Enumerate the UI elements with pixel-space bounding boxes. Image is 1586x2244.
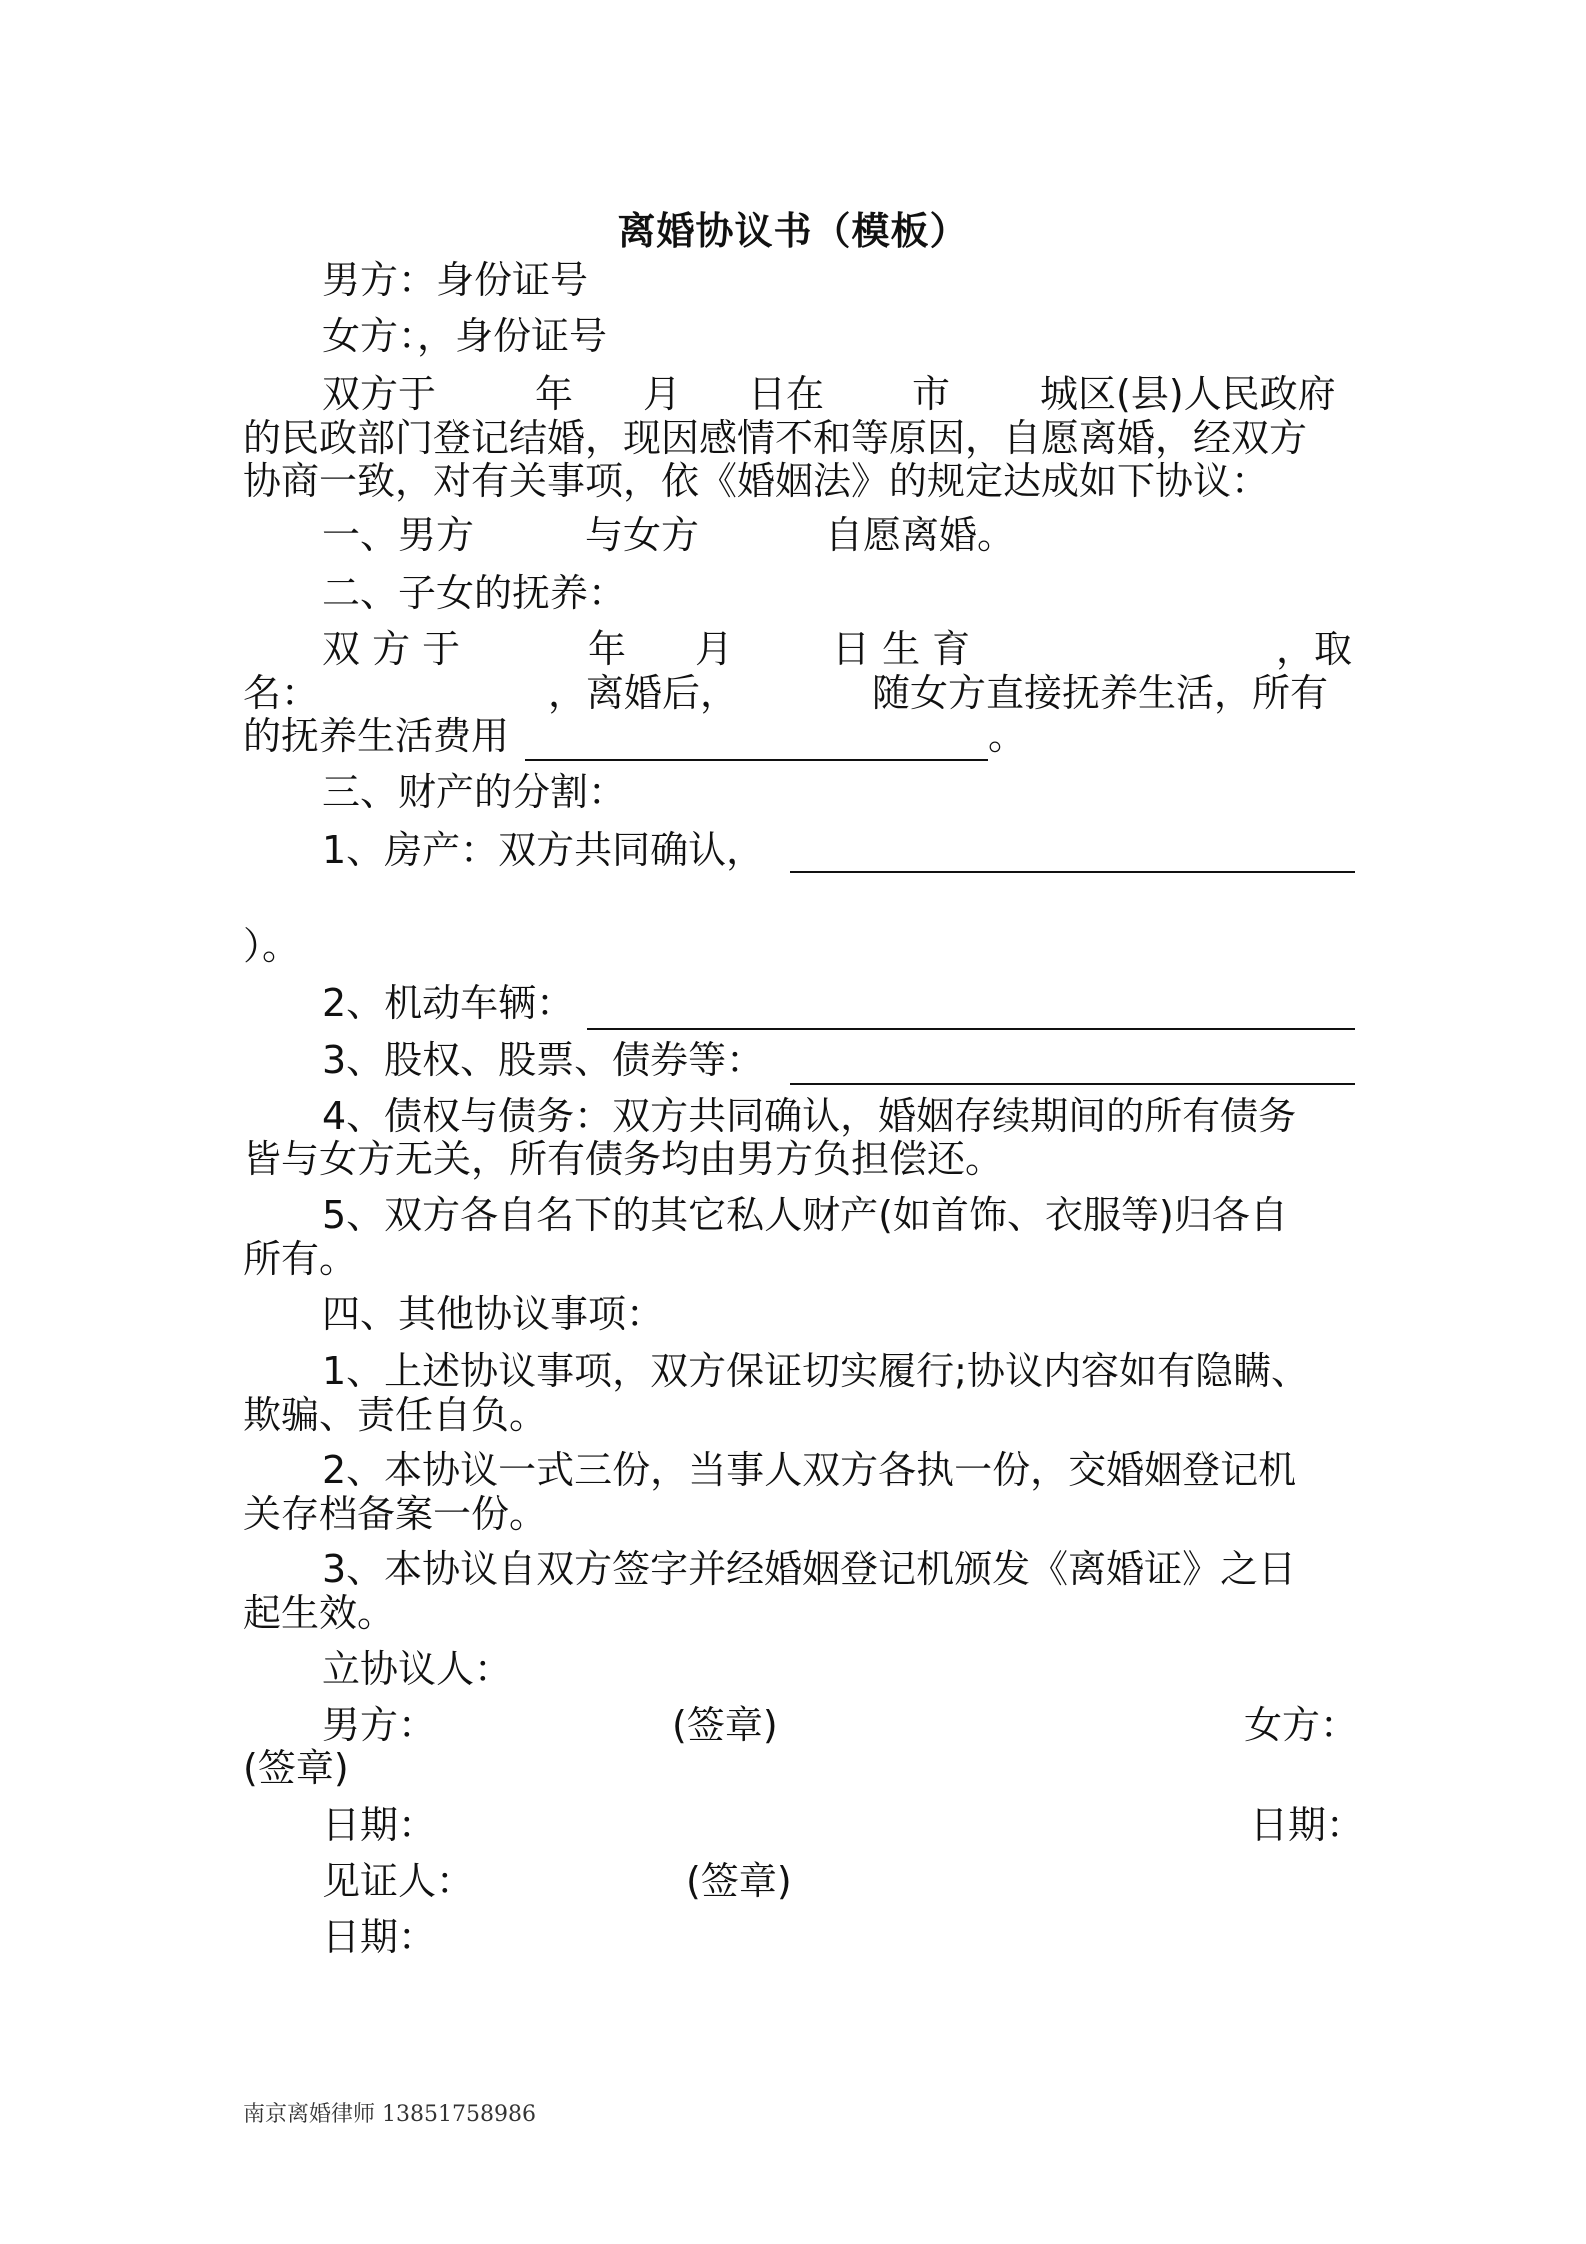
intro-day: 日在 xyxy=(748,372,825,416)
article-2-year: 年 xyxy=(588,627,627,671)
article-1-divorce: 自愿离婚。 xyxy=(825,513,1016,557)
article-4-item-2-line-2: 关存档备案一份。 xyxy=(243,1492,548,1536)
article-2-support-suffix: 。 xyxy=(988,714,1027,758)
property-vehicle: 2、机动车辆： xyxy=(322,981,575,1025)
intro-month: 月 xyxy=(643,372,682,416)
property-house-close: ）。 xyxy=(243,924,301,968)
article-2-month: 月 xyxy=(695,627,734,671)
article-4-heading: 四、其他协议事项： xyxy=(322,1292,665,1336)
footer-contact: 南京离婚律师 13851758986 xyxy=(243,2102,536,2127)
stocks-blank xyxy=(790,1083,1355,1085)
female-signature-label: 女方： xyxy=(1244,1703,1359,1747)
intro-city: 市 xyxy=(912,372,951,416)
support-fee-blank xyxy=(525,759,988,761)
female-seal-label: (签章) xyxy=(243,1746,349,1790)
article-2-custody: 随女方直接抚养生活，所有 xyxy=(872,671,1329,715)
article-3-heading: 三、财产的分割： xyxy=(322,770,627,814)
signatories-heading: 立协议人： xyxy=(322,1647,513,1691)
article-2-name-label: 名： xyxy=(243,671,320,715)
witness-label: 见证人： xyxy=(322,1859,475,1903)
article-4-item-1-line-1: 1、上述协议事项，双方保证切实履行;协议内容如有隐瞒、 xyxy=(322,1349,1309,1393)
private-property-line-2: 所有。 xyxy=(243,1237,358,1281)
witness-date-label: 日期： xyxy=(322,1915,437,1959)
article-2-text: 双 方 于 xyxy=(322,627,461,671)
article-1-male: 一、男方 xyxy=(322,513,475,557)
female-party-line: 女方：，身份证号 xyxy=(322,314,608,358)
property-house: 1、房产：双方共同确认， xyxy=(322,828,765,872)
intro-district: 城区(县)人民政府 xyxy=(1040,372,1336,416)
house-blank xyxy=(790,871,1355,873)
article-1-female: 与女方 xyxy=(585,513,700,557)
debts-line-1: 4、债权与债务：双方共同确认，婚姻存续期间的所有债务 xyxy=(322,1094,1297,1138)
intro-line-2: 的民政部门登记结婚，现因感情不和等原因，自愿离婚，经双方 xyxy=(243,416,1308,460)
article-4-item-1-line-2: 欺骗、责任自负。 xyxy=(243,1393,548,1437)
article-2-after-divorce: ，离婚后， xyxy=(548,671,739,715)
male-date-label: 日期： xyxy=(322,1803,437,1847)
article-2-name-prefix: ，取 xyxy=(1276,627,1353,671)
intro-line-3: 协商一致，对有关事项，依《婚姻法》的规定达成如下协议： xyxy=(243,459,1270,503)
property-stocks: 3、股权、股票、债券等： xyxy=(322,1038,765,1082)
debts-line-2: 皆与女方无关，所有债务均由男方负担偿还。 xyxy=(243,1137,1004,1181)
vehicle-blank xyxy=(587,1028,1355,1030)
intro-year: 年 xyxy=(535,372,574,416)
witness-seal-label: (签章) xyxy=(686,1859,792,1903)
document-title: 离婚协议书（模板） xyxy=(617,209,969,253)
article-2-heading: 二、子女的抚养： xyxy=(322,571,627,615)
article-2-birth: 日 生 育 xyxy=(832,627,971,671)
male-signature-label: 男方： xyxy=(322,1703,437,1747)
male-party-line: 男方：身份证号 xyxy=(322,258,589,302)
female-date-label: 日期： xyxy=(1250,1803,1365,1847)
article-4-item-3-line-2: 起生效。 xyxy=(243,1591,396,1635)
article-2-support-prefix: 的抚养生活费用 xyxy=(243,714,510,758)
article-4-item-3-line-1: 3、本协议自双方签字并经婚姻登记机颁发《离婚证》之日 xyxy=(322,1547,1297,1591)
male-seal-label: (签章) xyxy=(672,1703,778,1747)
intro-text: 双方于 xyxy=(322,372,437,416)
article-4-item-2-line-1: 2、本协议一式三份，当事人双方各执一份，交婚姻登记机 xyxy=(322,1448,1297,1492)
private-property-line-1: 5、双方各自名下的其它私人财产(如首饰、衣服等)归各自 xyxy=(322,1193,1288,1237)
